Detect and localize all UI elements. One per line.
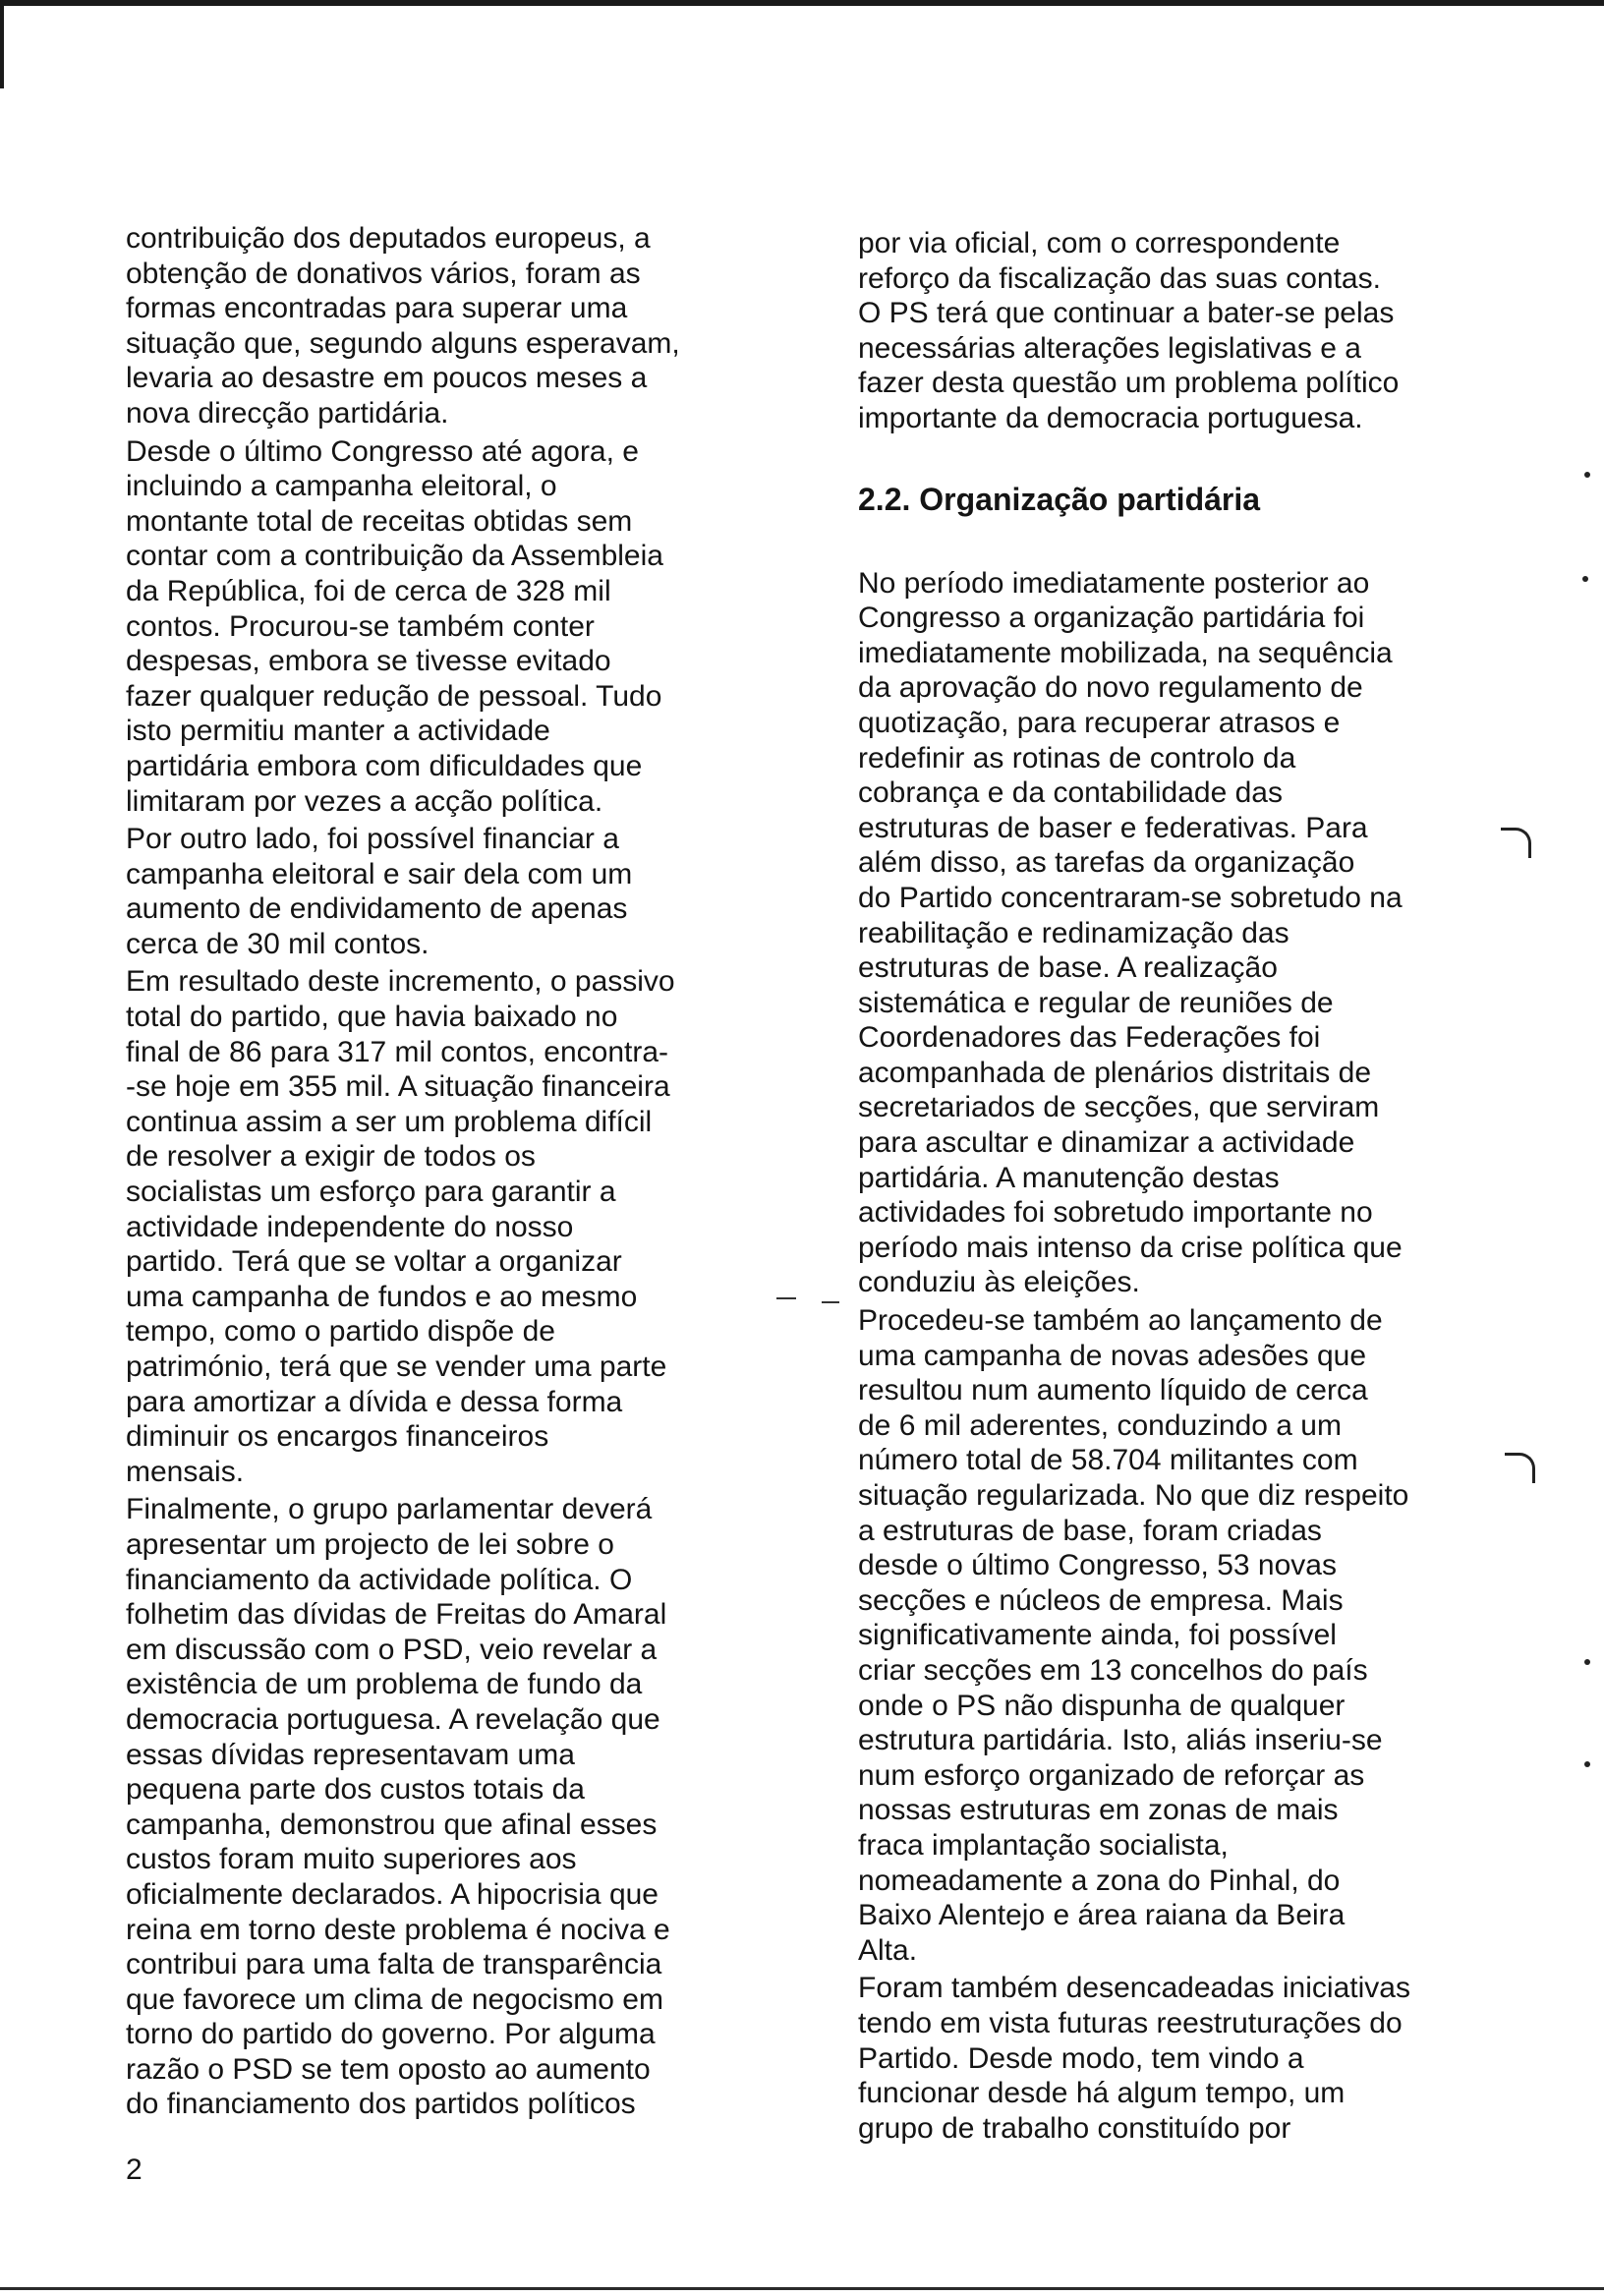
margin-dot-mark (1582, 576, 1588, 582)
margin-dash-mark (822, 1301, 839, 1303)
left-border-rule (0, 0, 4, 88)
right-paragraph-1: No período imediatamente posterior ao Congresso a organização partidária foi imediatamente mobilizada, na sequência da aprovação do novo regulamento de quotização, para recuperar atrasos e redefinir as rotinas de controlo da cobrança e da contabilidade das estruturas de baser e federativas. Para além disso, as tarefas da organização do Partido concentraram-se sobretudo na reabilitação e redinamização das estruturas de base. A realização sistemática e regular de reuniões de Coordenadores das Federações foi acompanhada de plenários distritais de secretariados de secções, que serviram para ascultar e dinamizar a actividade partidária. A manutenção destas actividades foi sobretudo importante no período mais intenso da crise política que conduziu às eleições. (858, 566, 1403, 1299)
margin-dot-mark (1584, 472, 1590, 478)
left-text-column (126, 221, 755, 2122)
margin-bracket-mark (1501, 828, 1531, 858)
left-paragraph-4: Em resultado deste incremento, o passivo total do partido, que havia baixado no final de 86 para 317 mil contos, encontra- -se hoje em 355 mil. A situação financeira continua assim a ser um problema difícil de resolver a exigir de todos os socialistas um esforço para garantir a actividade independente do nosso partido. Terá que se voltar a organizar uma campanha de fundos e ao mesmo tempo, como o partido dispõe de património, terá que se vender uma parte para amortizar a dívida e dessa forma diminuir os encargos financeiros mensais. (126, 965, 675, 1488)
top-border-rule (0, 0, 1604, 6)
right-intro-paragraph: por via oficial, com o correspondente reforço da fiscalização das suas contas. O PS terá que continuar a bater-se pelas necessárias alterações legislativas e a fazer desta questão um problema político importante da democracia portuguesa. (858, 227, 1400, 434)
left-paragraph-2: Desde o último Congresso até agora, e incluindo a campanha eleitoral, o montante total de receitas obtidas sem contar com a contribuição da Assembleia da República, foi de cerca de 328 mil contos. Procurou-se também conter despesas, embora se tivesse evitado fazer qualquer redução de pessoal. Tudo isto permitiu manter a actividade partidária embora com dificuldades que limitaram por vezes a acção política. (126, 434, 663, 818)
right-paragraph-2: Procedeu-se também ao lançamento de uma campanha de novas adesões que resultou num aumento líquido de cerca de 6 mil aderentes, conduzindo a um número total de 58.704 militantes com situação regularizada. No que diz respeito a estruturas de base, foram criadas desde o último Congresso, 53 novas secções e núcleos de empresa. Mais significativamente ainda, foi possível criar secções em 13 concelhos do país onde o PS não dispunha de qualquer estrutura partidária. Isto, aliás inseriu-se num esforço organizado de reforçar as nossas estruturas em zonas de mais fraca implantação socialista, nomeadamente a zona do Pinhal, do Baixo Alentejo e área raiana da Beira Alta. (858, 1304, 1409, 1967)
margin-bracket-mark (1505, 1453, 1535, 1483)
right-text-column (858, 226, 1487, 2146)
page-number: 2 (126, 2153, 143, 2186)
right-paragraph-3: Foram também desencadeadas iniciativas tendo em vista futuras reestruturações do Partido. Desde modo, tem vindo a funcionar desde há algum tempo, um grupo de trabalho constituído por (858, 1972, 1410, 2145)
bottom-border-rule (0, 2287, 1604, 2290)
margin-dash-mark (776, 1297, 796, 1299)
left-paragraph-1: contribuição dos deputados europeus, a obtenção de donativos vários, foram as formas encontradas para superar uma situação que, segundo alguns esperavam, levaria ao desastre em poucos meses a nova direcção partidária. (126, 222, 680, 430)
margin-dot-mark (1584, 1761, 1590, 1767)
section-heading: 2.2. Organização partidária (858, 481, 1261, 517)
left-paragraph-5: Finalmente, o grupo parlamentar deverá apresentar um projecto de lei sobre o financiamento da actividade política. O folhetim das dívidas de Freitas do Amaral em discussão com o PSD, veio revelar a existência de um problema de fundo da democracia portuguesa. A revelação que essas dívidas representavam uma pequena parte dos custos totais da campanha, demonstrou que afinal esses custos foram muito superiores aos oficialmente declarados. A hipocrisia que reina em torno deste problema é nociva e contribui para uma falta de transparência que favorece um clima de negocismo em torno do partido do governo. Por alguma razão o PSD se tem oposto ao aumento do financiamento dos partidos políticos (126, 1493, 670, 2121)
left-paragraph-3: Por outro lado, foi possível financiar a campanha eleitoral e sair dela com um aumento de endividamento de apenas cerca de 30 mil contos. (126, 823, 633, 960)
margin-dot-mark (1584, 1659, 1590, 1665)
